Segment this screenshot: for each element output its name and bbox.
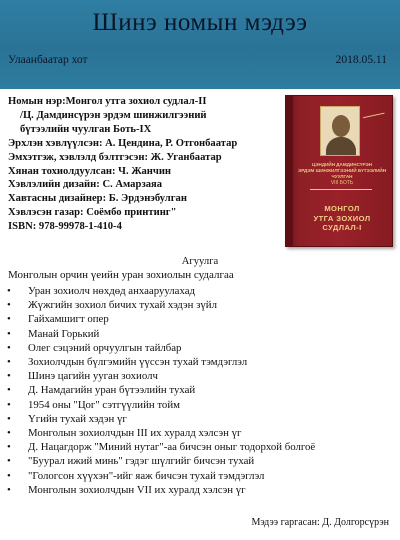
bullet-icon: • <box>7 441 11 454</box>
book-printer: Хэвлэсэн газар: Соёмбо принтинг" <box>8 207 177 219</box>
book-isbn: ISBN: 978-99978-1-410-4 <box>8 221 122 233</box>
list-item-text: Уран зохиолч нөхдөд анхааруулахад <box>28 285 196 297</box>
page-title: Шинэ номын мэдээ <box>92 9 308 36</box>
book-cover-designer: Хавтасны дизайнер: Б. Эрдэнэбулган <box>8 193 187 205</box>
list-item <box>6 454 394 468</box>
toc-heading: Агуулга <box>181 256 219 267</box>
bullet-icon: • <box>7 384 11 397</box>
portrait-body <box>326 137 356 155</box>
list-item-text: 1954 оны "Цог" сэтгүүлийн тойм <box>28 398 180 411</box>
cover-divider <box>310 189 372 190</box>
list-item <box>6 369 394 383</box>
list-item <box>6 355 394 369</box>
list-item-text: Гайхамшигт опер <box>28 313 109 326</box>
list-item <box>6 284 394 298</box>
cover-author <box>296 162 388 180</box>
list-item-text: Д. Нацагдорж "Миний нутаг"-аа бичсэн оныг тодорхой болгоё <box>28 441 316 454</box>
bullet-icon: • <box>7 341 11 354</box>
book-compiler: Эмхэтгэж, хэвлэлд бэлтгэсэн: Ж. Уганбаатар <box>8 151 222 163</box>
signature-mark <box>361 106 384 118</box>
toc-list <box>6 284 394 497</box>
book-editors: Эрхлэн хэвлүүлсэн: А. Цендина, Р. Отгонбаатар <box>8 137 238 149</box>
book-supervisor: Хянан тохиолдуулсан: Ч. Жанчин <box>8 165 172 177</box>
list-item <box>6 312 394 326</box>
list-item <box>6 383 394 397</box>
cover-title-line1: МОНГОЛ <box>324 204 360 213</box>
header-banner <box>0 0 400 89</box>
bullet-icon: • <box>7 285 11 297</box>
list-item <box>6 440 394 454</box>
list-item <box>6 327 394 341</box>
bullet-icon: • <box>7 370 11 383</box>
book-layout-designer: Хэвлэлийн дизайн: С. Амарзаяа <box>8 179 163 191</box>
list-item <box>6 398 394 412</box>
list-item-text: "Гологсон хүүхэн"-ийг яаж бичсэн тухай тэмдэглэл <box>28 469 265 482</box>
list-item-text: Шинэ цагийн ууган зохиолч <box>28 370 158 383</box>
toc-intro: Монголын орчин үеийн уран зохиолын судалгаа <box>8 269 234 281</box>
list-item-text: Үгийн тухай хэдэн үг <box>28 412 127 425</box>
bullet-icon: • <box>7 356 11 369</box>
cover-author-line2: ЭРДЭМ ШИНЖИЛГЭЭНИЙ БҮТЭЭЛИЙН ЧУУЛГАН <box>297 168 387 179</box>
book-cover-image <box>285 95 393 247</box>
cover-author-line1: ЦЭНДИЙН ДАМДИНСҮРЭН <box>311 162 373 167</box>
cover-title-line2: УТГА ЗОХИОЛ СУДЛАЛ-I <box>313 214 371 232</box>
bullet-icon: • <box>7 313 11 326</box>
book-spine <box>286 96 293 246</box>
date-label: 2018.05.11 <box>335 54 387 66</box>
cover-volume: VIII БОТЬ <box>330 180 354 186</box>
bullet-icon: • <box>7 469 11 482</box>
list-item-text: Монголын зохиолчдын VII их хуралд хэлсэн үг <box>28 483 246 496</box>
book-info <box>8 95 276 234</box>
list-item <box>6 426 394 440</box>
list-item-text: "Буурал ижий минь" гэдэг шүлгийг бичсэн тухай <box>28 455 255 468</box>
list-item <box>6 483 394 497</box>
list-item <box>6 341 394 355</box>
bullet-icon: • <box>7 299 11 312</box>
list-item-text: Зохиолчдын бүлгэмийн үүссэн тухай тэмдэглэл <box>28 356 248 369</box>
bullet-icon: • <box>7 398 11 411</box>
bullet-icon: • <box>7 327 11 340</box>
list-item <box>6 412 394 426</box>
book-title-line2: /Ц. Дамдинсүрэн эрдэм шинжилгээний <box>20 109 207 121</box>
book-title-line1: Номын нэр:Монгол утга зохиол судлал-II <box>8 96 207 107</box>
list-item-text: Монголын зохиолчдын III их хуралд хэлсэн үг <box>28 427 242 440</box>
list-item-text: Жүжгийн зохиол бичих тухай хэдэн зүйл <box>28 299 217 312</box>
author-portrait <box>320 106 360 156</box>
list-item <box>6 298 394 312</box>
bullet-icon: • <box>7 483 11 496</box>
bullet-icon: • <box>7 412 11 425</box>
city-label: Улаанбаатар хот <box>8 54 88 66</box>
list-item-text: Олег сэцэний орчуулгын тайлбар <box>28 341 182 354</box>
book-title-line3: бүтээлийн чуулган Боть-IX <box>20 123 152 135</box>
bullet-icon: • <box>7 427 11 440</box>
portrait-head <box>332 115 350 137</box>
list-item-text: Манай Горький <box>28 327 100 340</box>
footer-credit: Мэдээ гаргасан: Д. Долгорсүрэн <box>251 517 389 528</box>
list-item-text: Д. Намдагийн уран бүтээлийн тухай <box>28 384 196 397</box>
list-item <box>6 469 394 483</box>
bullet-icon: • <box>7 455 11 468</box>
